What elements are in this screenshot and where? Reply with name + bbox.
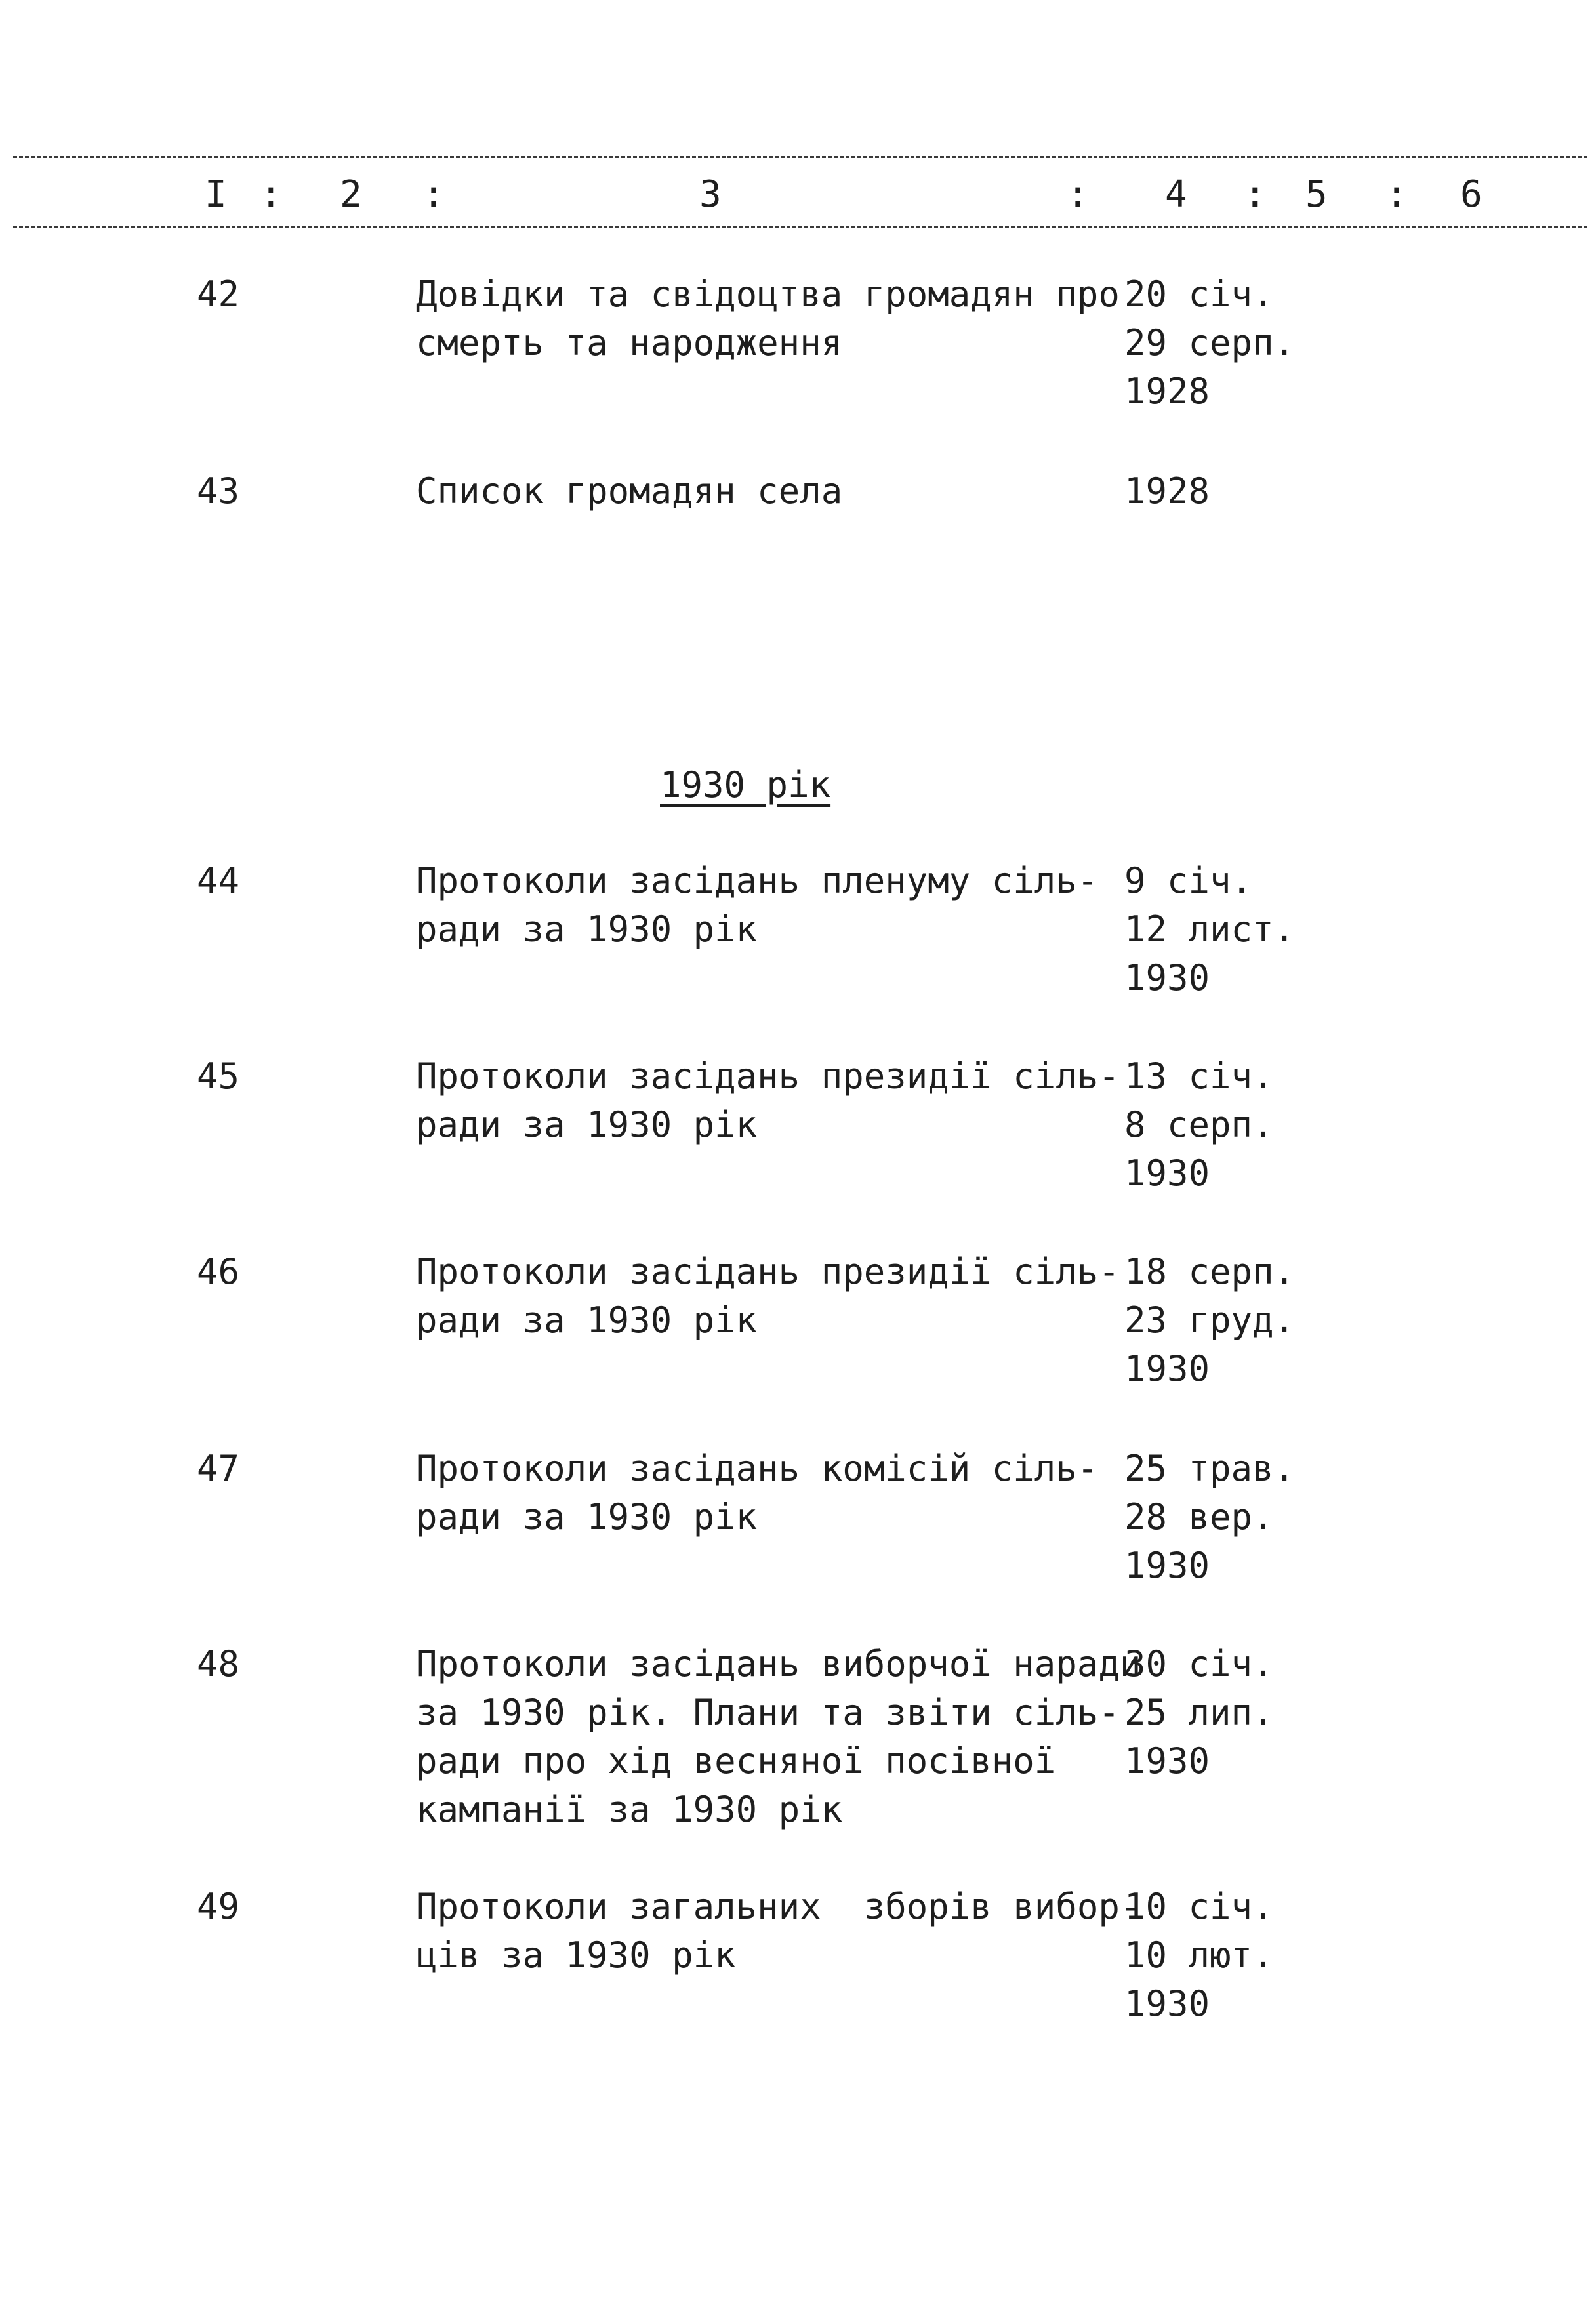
entry-title-line: ради за 1930 рік	[416, 1104, 758, 1145]
entry-dates	[1124, 1883, 1274, 2028]
entry-number: 42	[197, 274, 240, 315]
entry-title-line: ради за 1930 рік	[416, 1496, 758, 1538]
entry-date-line: 1928	[1124, 371, 1210, 412]
entry-date-line: 1930	[1124, 1545, 1210, 1586]
entry-title-line: ців за 1930 рік	[416, 1934, 736, 1976]
entry-title	[416, 270, 1124, 367]
entry-date-line: 1930	[1124, 1740, 1210, 1782]
entry-title-line: ради за 1930 рік	[416, 909, 758, 950]
entry-title-line: за 1930 рік. Плани та звіти сіль-	[416, 1692, 1120, 1733]
entry-title	[416, 1883, 1141, 1980]
entry-title-line: ради за 1930 рік	[416, 1299, 758, 1341]
entry-number: 49	[197, 1886, 240, 1927]
entry-title-line: Протоколи засідань комісій сіль-	[416, 1448, 1099, 1489]
entry-date-line: 20 січ.	[1124, 274, 1274, 315]
entry-dates	[1124, 1248, 1295, 1393]
column-header-1: I	[205, 173, 227, 216]
entry-title-line: кампанії за 1930 рік	[416, 1789, 843, 1830]
header-rule-top	[13, 156, 1587, 158]
entry-date-line: 25 трав.	[1124, 1448, 1296, 1489]
entry-dates	[1124, 1444, 1295, 1590]
entry-title-line: Список громадян села	[416, 470, 843, 512]
entry-title-line: смерть та народження	[416, 322, 843, 363]
entry-title-line: Довідки та свідоцтва громадян про	[416, 274, 1120, 315]
entry-number: 47	[197, 1448, 240, 1489]
column-separator: :	[1067, 173, 1089, 216]
entry-date-line: 1930	[1124, 1153, 1210, 1194]
entry-title	[416, 857, 1124, 954]
entry-dates	[1124, 857, 1295, 1002]
entry-number: 43	[197, 470, 240, 512]
column-separator: :	[1244, 173, 1266, 216]
entry-date-line: 23 груд.	[1124, 1299, 1296, 1341]
entry-title-line: Протоколи засідань президії сіль-	[416, 1055, 1120, 1097]
entry-date-line: 18 серп.	[1124, 1251, 1296, 1292]
entry-title	[416, 1052, 1124, 1149]
entry-title	[416, 467, 1124, 516]
entry-date-line: 10 лют.	[1124, 1934, 1274, 1976]
entry-date-line: 30 січ.	[1124, 1643, 1274, 1685]
column-separator: :	[260, 173, 282, 216]
entry-title-line: Протоколи загальних зборів вибор-	[416, 1886, 1141, 1927]
column-header-5: 5	[1305, 173, 1328, 216]
column-header-6: 6	[1460, 173, 1483, 216]
entry-title-line: Протоколи засідань президії сіль-	[416, 1251, 1120, 1292]
entry-title-line: Протоколи засідань виборчої наради	[416, 1643, 1141, 1685]
header-rule-bottom	[13, 226, 1587, 228]
column-separator: :	[1385, 173, 1408, 216]
entry-date-line: 10 січ.	[1124, 1886, 1274, 1927]
column-header-2: 2	[340, 173, 362, 216]
entry-title	[416, 1640, 1141, 1834]
entry-date-line: 29 серп.	[1124, 322, 1296, 363]
entry-number: 48	[197, 1643, 240, 1685]
entry-title	[416, 1248, 1124, 1345]
column-header-4: 4	[1165, 173, 1187, 216]
entry-dates	[1124, 467, 1210, 516]
section-heading: 1930 рік	[660, 764, 831, 806]
entry-dates	[1124, 270, 1295, 416]
entry-dates	[1124, 1640, 1274, 1786]
column-separator: :	[422, 173, 445, 216]
entry-date-line: 1930	[1124, 957, 1210, 998]
entry-number: 44	[197, 860, 240, 901]
entry-title-line: Протоколи засідань пленуму сіль-	[416, 860, 1099, 901]
entry-title-line: ради про хід весняної посівної	[416, 1740, 1056, 1782]
entry-date-line: 1930	[1124, 1983, 1210, 2024]
column-header-3: 3	[699, 173, 722, 216]
entry-date-line: 12 лист.	[1124, 909, 1296, 950]
entry-date-line: 25 лип.	[1124, 1692, 1274, 1733]
entry-number: 46	[197, 1251, 240, 1292]
entry-number: 45	[197, 1055, 240, 1097]
entry-date-line: 1928	[1124, 470, 1210, 512]
entry-dates	[1124, 1052, 1274, 1198]
entry-date-line: 13 січ.	[1124, 1055, 1274, 1097]
entry-date-line: 28 вер.	[1124, 1496, 1274, 1538]
entry-date-line: 1930	[1124, 1348, 1210, 1389]
entry-date-line: 8 серп.	[1124, 1104, 1274, 1145]
entry-title	[416, 1444, 1124, 1542]
entry-date-line: 9 січ.	[1124, 860, 1253, 901]
